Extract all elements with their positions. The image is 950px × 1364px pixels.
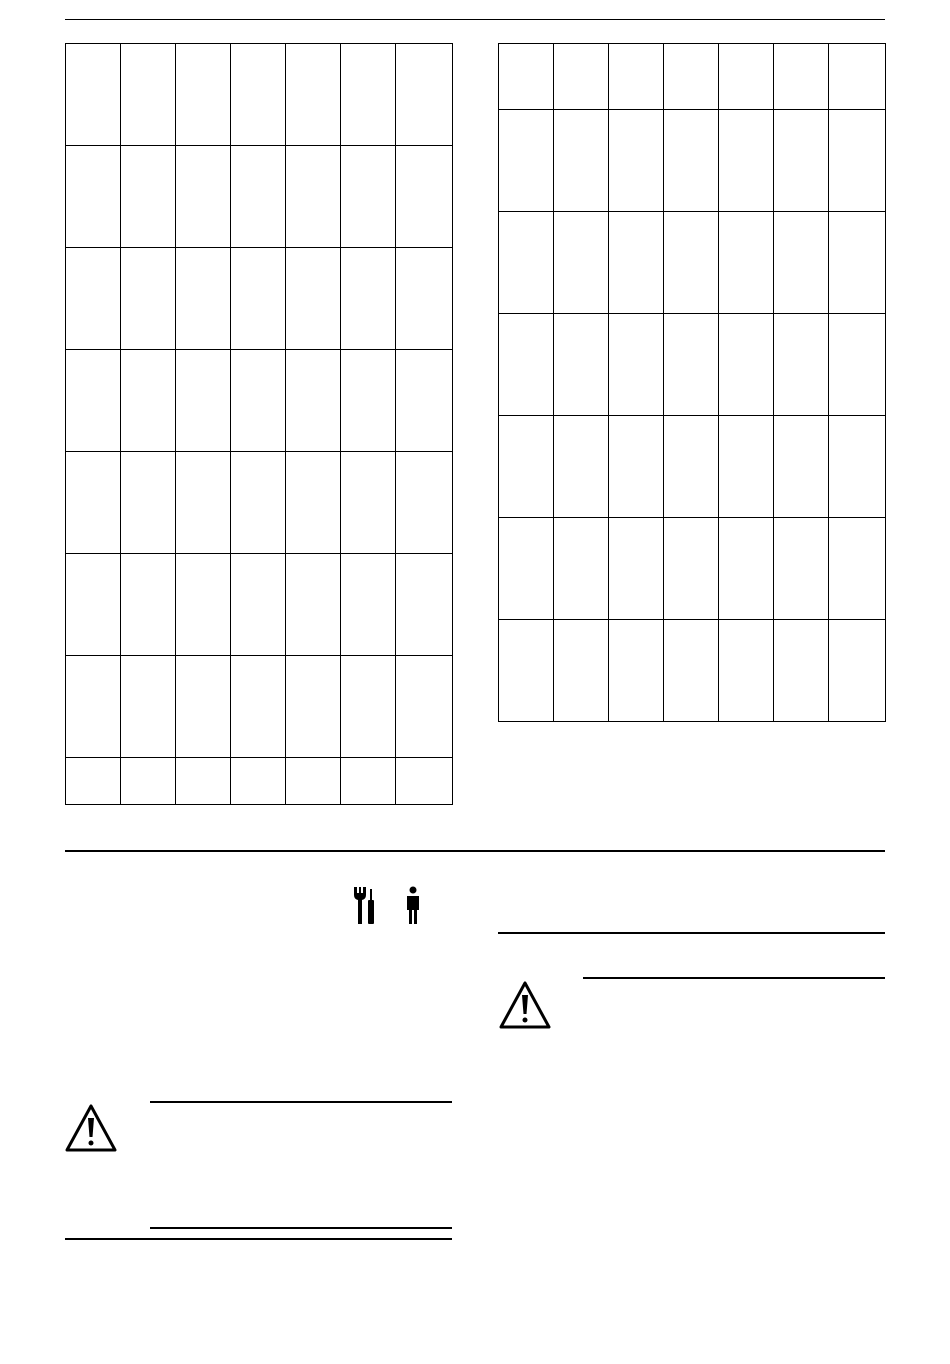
table-cell: [341, 656, 396, 758]
table-row: [66, 554, 453, 656]
table-cell: [341, 248, 396, 350]
table-cell: [396, 656, 453, 758]
table-cell: [231, 554, 286, 656]
table-cell: [499, 416, 554, 518]
table-cell: [774, 212, 829, 314]
table-cell: [829, 518, 886, 620]
table-cell: [231, 146, 286, 248]
table-cell: [121, 554, 176, 656]
table-cell: [121, 44, 176, 146]
warning-triangle-icon: [64, 1103, 118, 1153]
header-rule: [65, 19, 885, 20]
table-cell: [774, 314, 829, 416]
table-cell: [66, 146, 121, 248]
table-cell: [664, 518, 719, 620]
table-cell: [829, 314, 886, 416]
table-cell: [121, 350, 176, 452]
table-cell: [286, 350, 341, 452]
table-cell: [719, 44, 774, 110]
table-cell: [286, 758, 341, 805]
table-cell: [396, 44, 453, 146]
table-cell: [396, 554, 453, 656]
table-cell: [719, 212, 774, 314]
table-cell: [719, 314, 774, 416]
table-cell: [121, 656, 176, 758]
table-cell: [396, 146, 453, 248]
table-cell: [341, 146, 396, 248]
table-cell: [286, 146, 341, 248]
left-warning-rule-top: [150, 1101, 452, 1103]
table-cell: [829, 110, 886, 212]
table-row: [66, 350, 453, 452]
table-row: [499, 518, 886, 620]
table-cell: [286, 656, 341, 758]
table-cell: [554, 314, 609, 416]
table-cell: [396, 758, 453, 805]
table-cell: [609, 212, 664, 314]
table-cell: [121, 146, 176, 248]
table-cell: [286, 44, 341, 146]
table-cell: [66, 248, 121, 350]
table-cell: [286, 452, 341, 554]
table-row: [499, 212, 886, 314]
table-cell: [719, 110, 774, 212]
table-cell: [499, 314, 554, 416]
table-cell: [176, 554, 231, 656]
table-cell: [499, 212, 554, 314]
table-cell: [499, 620, 554, 722]
left-warning-rule-bottom: [150, 1227, 452, 1229]
table-cell: [774, 110, 829, 212]
table-row: [66, 44, 453, 146]
table-cell: [231, 44, 286, 146]
person-icon: [403, 886, 423, 926]
table-cell: [829, 416, 886, 518]
table-cell: [121, 248, 176, 350]
warning-triangle-icon: [498, 980, 552, 1030]
table-cell: [664, 44, 719, 110]
table-cell: [609, 110, 664, 212]
table-row: [499, 620, 886, 722]
table-cell: [774, 620, 829, 722]
table-cell: [231, 656, 286, 758]
table-cell: [554, 110, 609, 212]
table-cell: [176, 44, 231, 146]
table-cell: [341, 758, 396, 805]
table-cell: [341, 452, 396, 554]
table-cell: [609, 620, 664, 722]
table-cell: [609, 416, 664, 518]
table-cell: [341, 44, 396, 146]
table-cell: [719, 416, 774, 518]
table-cell: [121, 452, 176, 554]
table-cell: [341, 350, 396, 452]
table-cell: [396, 248, 453, 350]
table-cell: [829, 620, 886, 722]
table-cell: [66, 44, 121, 146]
table-cell: [664, 110, 719, 212]
table-cell: [499, 44, 554, 110]
table-cell: [176, 758, 231, 805]
table-cell: [829, 44, 886, 110]
table-row: [499, 44, 886, 110]
table-row: [66, 758, 453, 805]
table-cell: [664, 416, 719, 518]
table-cell: [499, 110, 554, 212]
table-cell: [774, 518, 829, 620]
table-cell: [554, 620, 609, 722]
right-warning-rule: [583, 977, 885, 979]
table-row: [66, 248, 453, 350]
table-cell: [829, 212, 886, 314]
table-cell: [176, 656, 231, 758]
table-cell: [719, 518, 774, 620]
table-cell: [609, 44, 664, 110]
right-rule-1: [498, 932, 885, 934]
left-section-rule: [65, 1238, 452, 1240]
table-cell: [664, 212, 719, 314]
table-row: [66, 452, 453, 554]
table-cell: [176, 248, 231, 350]
table-row: [499, 416, 886, 518]
table-cell: [231, 452, 286, 554]
table-cell: [554, 518, 609, 620]
table-cell: [774, 44, 829, 110]
table-cell: [499, 518, 554, 620]
table-cell: [664, 314, 719, 416]
table-cell: [176, 146, 231, 248]
table-cell: [66, 554, 121, 656]
table-row: [66, 146, 453, 248]
table-cell: [286, 554, 341, 656]
table-row: [499, 110, 886, 212]
section-rule: [65, 850, 885, 852]
table-cell: [121, 758, 176, 805]
table-cell: [66, 656, 121, 758]
table-cell: [66, 452, 121, 554]
table-row: [499, 314, 886, 416]
table-cell: [66, 350, 121, 452]
table-cell: [341, 554, 396, 656]
left-table: [65, 43, 453, 805]
table-cell: [396, 452, 453, 554]
table-cell: [609, 518, 664, 620]
table-cell: [554, 212, 609, 314]
table-row: [66, 656, 453, 758]
table-cell: [286, 248, 341, 350]
table-cell: [554, 416, 609, 518]
table-cell: [176, 350, 231, 452]
table-cell: [231, 248, 286, 350]
right-table: [498, 43, 886, 722]
table-cell: [774, 416, 829, 518]
table-cell: [554, 44, 609, 110]
table-cell: [231, 758, 286, 805]
table-cell: [396, 350, 453, 452]
table-cell: [176, 452, 231, 554]
wrench-screwdriver-icon: [352, 886, 380, 926]
table-cell: [609, 314, 664, 416]
table-cell: [719, 620, 774, 722]
table-cell: [664, 620, 719, 722]
table-cell: [66, 758, 121, 805]
table-cell: [231, 350, 286, 452]
